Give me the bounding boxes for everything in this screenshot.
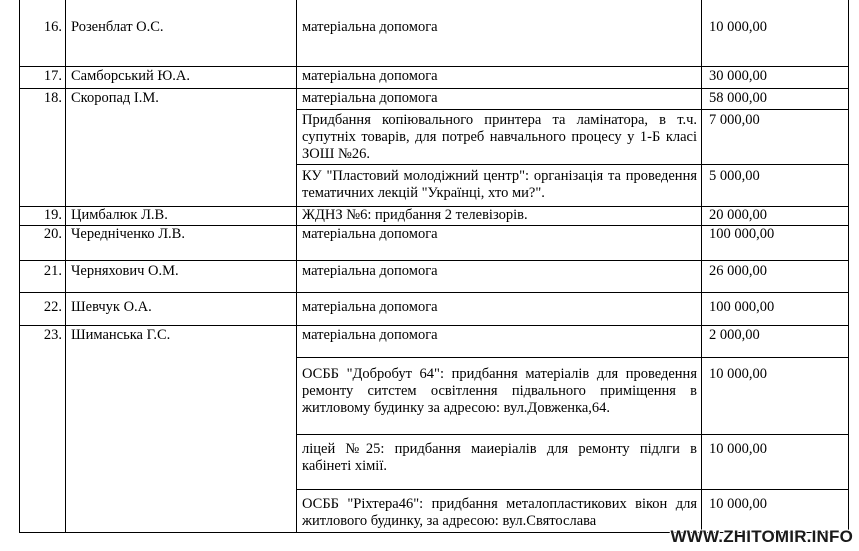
amount-value: 7 000,00 xyxy=(709,112,760,128)
amount-value: 100 000,00 xyxy=(709,299,775,315)
purpose-text: матеріальна допомога xyxy=(302,327,438,343)
table-border-right xyxy=(848,0,849,533)
row-separator xyxy=(19,66,849,67)
person-name: Чередніченко Л.В. xyxy=(71,226,185,242)
purpose-text: ліцей №25: придбання маиеріалів для ремонту підлги в кабінеті хімії. xyxy=(302,441,697,474)
person-name: Шевчук О.А. xyxy=(71,299,152,315)
person-name: Черняхович О.М. xyxy=(71,263,179,279)
amount-value: 10 000,00 xyxy=(709,441,767,457)
purpose-text: ОСББ "Добробут 64": придбання матеріалів для проведення ремонту ситстем освітлення підвального приміщення в житловому будинку за адресою: вул.Довженка,64. xyxy=(302,366,697,416)
purpose-text: матеріальна допомога xyxy=(302,226,438,242)
purpose-text: матеріальна допомога xyxy=(302,68,438,84)
site-watermark: WWW.ZHITOMIR.INFO xyxy=(670,527,853,546)
subrow-separator xyxy=(296,489,849,490)
table-column-divider xyxy=(296,0,297,533)
row-separator xyxy=(19,325,849,326)
table-border-left xyxy=(19,0,20,533)
amount-value: 5 000,00 xyxy=(709,168,760,184)
purpose-text: Придбання копіювального принтера та ламінатора, в т.ч. супутніх товарів, для потреб навчального процесу у 1-Б класі ЗОШ №26. xyxy=(302,112,697,162)
purpose-text: матеріальна допомога xyxy=(302,263,438,279)
row-number: 22. xyxy=(43,299,62,315)
row-separator xyxy=(19,292,849,293)
purpose-text: КУ "Пластовий молодіжний центр": організація та проведення тематичних лекцій "Українці, хто ми?". xyxy=(302,168,697,201)
subrow-separator xyxy=(296,164,849,165)
person-name: Скоропад І.М. xyxy=(71,90,159,106)
amount-value: 10 000,00 xyxy=(709,366,767,382)
amount-value: 2 000,00 xyxy=(709,327,760,343)
amount-value: 26 000,00 xyxy=(709,263,767,279)
amount-value: 100 000,00 xyxy=(709,226,775,242)
amount-value: 10 000,00 xyxy=(709,19,767,35)
row-number: 20. xyxy=(43,226,62,242)
purpose-text: матеріальна допомога xyxy=(302,90,438,106)
amount-value: 10 000,00 xyxy=(709,496,767,512)
subrow-separator xyxy=(296,357,849,358)
amount-value: 30 000,00 xyxy=(709,68,767,84)
subrow-separator xyxy=(296,434,849,435)
table-column-divider xyxy=(701,0,702,533)
row-number: 19. xyxy=(43,207,62,223)
row-number: 16. xyxy=(43,19,62,35)
row-number: 18. xyxy=(43,90,62,106)
subrow-separator xyxy=(296,109,849,110)
amount-value: 58 000,00 xyxy=(709,90,767,106)
row-number: 21. xyxy=(43,263,62,279)
person-name: Самборський Ю.А. xyxy=(71,68,191,84)
amount-value: 20 000,00 xyxy=(709,207,767,223)
row-number: 23. xyxy=(43,327,62,343)
purpose-text: матеріальна допомога xyxy=(302,19,438,35)
row-separator xyxy=(19,88,849,89)
purpose-text: матеріальна допомога xyxy=(302,299,438,315)
purpose-text: ЖДНЗ №6: придбання 2 телевізорів. xyxy=(302,207,528,223)
purpose-text: ОСББ "Ріхтера46": придбання металопластикових вікон для житлового будинку, за адресою: вул.Святослава xyxy=(302,496,697,529)
person-name: Розенблат О.С. xyxy=(71,19,164,35)
person-name: Шиманська Г.С. xyxy=(71,327,171,343)
person-name: Цимбалюк Л.В. xyxy=(71,207,168,223)
row-separator xyxy=(19,260,849,261)
row-number: 17. xyxy=(43,68,62,84)
table-column-divider xyxy=(65,0,66,533)
